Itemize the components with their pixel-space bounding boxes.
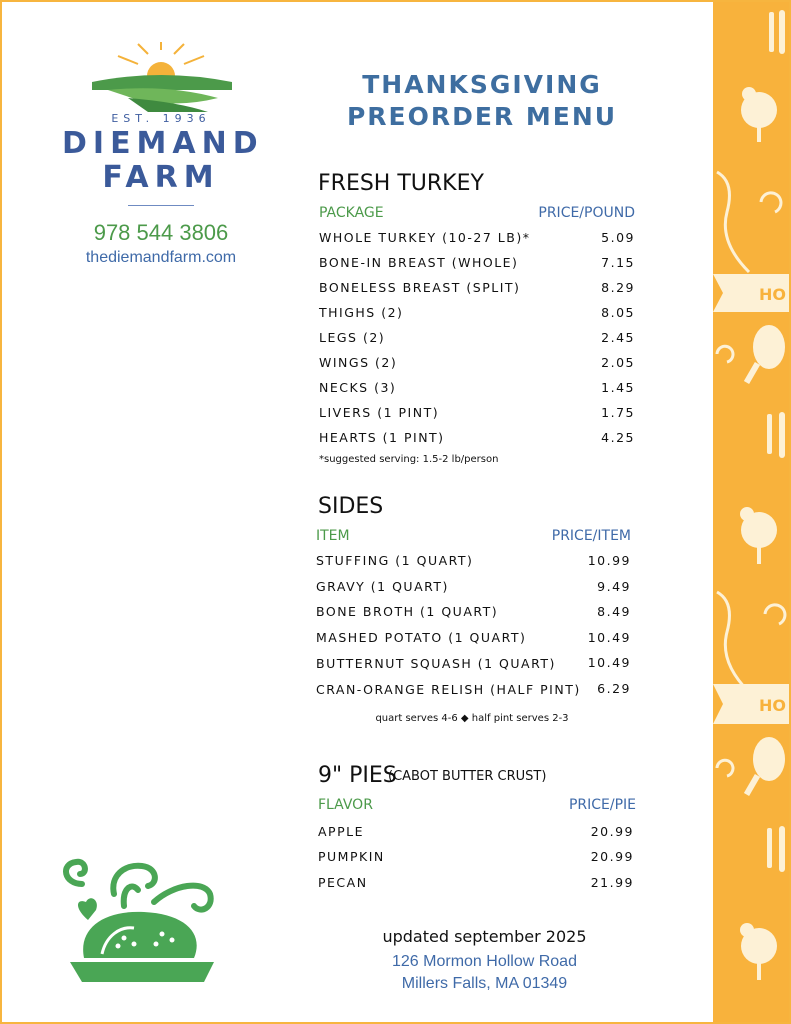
turkey-item: LIVERS (1 PINT) — [319, 405, 440, 420]
menu-title-line1: THANKSGIVING — [362, 70, 602, 99]
stripe-banner-text: HO — [759, 696, 786, 715]
farm-logo-icon — [68, 42, 254, 114]
pie-price: 21.99 — [590, 875, 634, 890]
drumstick-icon — [744, 325, 785, 384]
website-link[interactable]: thediemandfarm.com — [85, 249, 237, 266]
sides-price: 9.49 — [597, 579, 631, 594]
sides-price: 10.49 — [587, 655, 631, 670]
sides-price: 10.49 — [587, 630, 631, 645]
sides-col-item: ITEM — [316, 528, 350, 544]
pie-item: PECAN — [318, 875, 368, 890]
pattern-icons — [713, 2, 791, 1024]
turkey-col-price: PRICE/POUND — [538, 205, 635, 221]
sides-item: STUFFING (1 QUART) — [316, 553, 474, 568]
decorative-stripe — [713, 2, 791, 1024]
pies-col-price: PRICE/PIE — [568, 797, 636, 813]
turkey-item: NECKS (3) — [319, 380, 397, 395]
rooster-icon — [741, 87, 777, 142]
stripe-banner-text: HO — [759, 285, 786, 304]
established-text: EST. 1936 — [111, 112, 211, 125]
turkey-price: 1.45 — [601, 380, 635, 395]
sides-price: 6.29 — [597, 681, 631, 696]
sides-serving-note: quart serves 4-6 ◆ half pint serves 2-3 — [375, 713, 569, 724]
turkey-item: WINGS (2) — [319, 355, 398, 370]
sides-col-price: PRICE/ITEM — [551, 528, 631, 544]
pie-price: 20.99 — [590, 849, 634, 864]
pies-heading: 9" PIES — [318, 763, 397, 788]
turkey-price: 1.75 — [601, 405, 635, 420]
turkey-price: 4.25 — [601, 430, 635, 445]
turkey-item: THIGHS (2) — [319, 305, 404, 320]
sides-item: MASHED POTATO (1 QUART) — [316, 630, 527, 645]
turkey-price: 2.05 — [601, 355, 635, 370]
brand-name-line1: DIEMAND — [62, 126, 264, 161]
turkey-item: WHOLE TURKEY (10-27 LB)* — [319, 230, 531, 245]
sides-item: BUTTERNUT SQUASH (1 QUART) — [316, 656, 556, 671]
sides-price: 10.99 — [587, 553, 631, 568]
brand-name-line2: FARM — [102, 160, 220, 195]
sides-heading: SIDES — [318, 494, 384, 519]
turkey-footnote: *suggested serving: 1.5-2 lb/person — [319, 454, 499, 465]
turkey-price: 2.45 — [601, 330, 635, 345]
pie-item: PUMPKIN — [318, 849, 385, 864]
sides-item: CRAN-ORANGE RELISH (HALF PINT) — [316, 682, 581, 697]
address-line1: 126 Mormon Hollow Road — [392, 953, 577, 970]
turkey-item: HEARTS (1 PINT) — [319, 430, 445, 445]
divider — [128, 205, 194, 206]
pies-subheading: (CABOT BUTTER CRUST) — [388, 769, 547, 784]
updated-date: updated september 2025 — [382, 927, 587, 946]
pie-item: APPLE — [318, 824, 364, 839]
turkey-price: 8.29 — [601, 280, 635, 295]
sides-price: 8.49 — [597, 604, 631, 619]
menu-title-line2: PREORDER MENU — [346, 102, 618, 131]
turkey-col-package: PACKAGE — [319, 205, 384, 221]
sides-item: BONE BROTH (1 QUART) — [316, 604, 499, 619]
turkey-item: BONE-IN BREAST (WHOLE) — [319, 255, 519, 270]
turkey-price: 8.05 — [601, 305, 635, 320]
sides-item: GRAVY (1 QUART) — [316, 579, 449, 594]
roast-turkey-icon — [54, 854, 218, 986]
fork-knife-icon — [769, 10, 785, 54]
fresh-turkey-heading: FRESH TURKEY — [318, 171, 484, 196]
pie-price: 20.99 — [590, 824, 634, 839]
turkey-item: LEGS (2) — [319, 330, 386, 345]
turkey-item: BONELESS BREAST (SPLIT) — [319, 280, 521, 295]
address-line2: Millers Falls, MA 01349 — [401, 975, 568, 992]
turkey-price: 5.09 — [601, 230, 635, 245]
turkey-price: 7.15 — [601, 255, 635, 270]
pies-col-flavor: FLAVOR — [318, 797, 373, 813]
phone-number[interactable]: 978 544 3806 — [93, 220, 229, 245]
